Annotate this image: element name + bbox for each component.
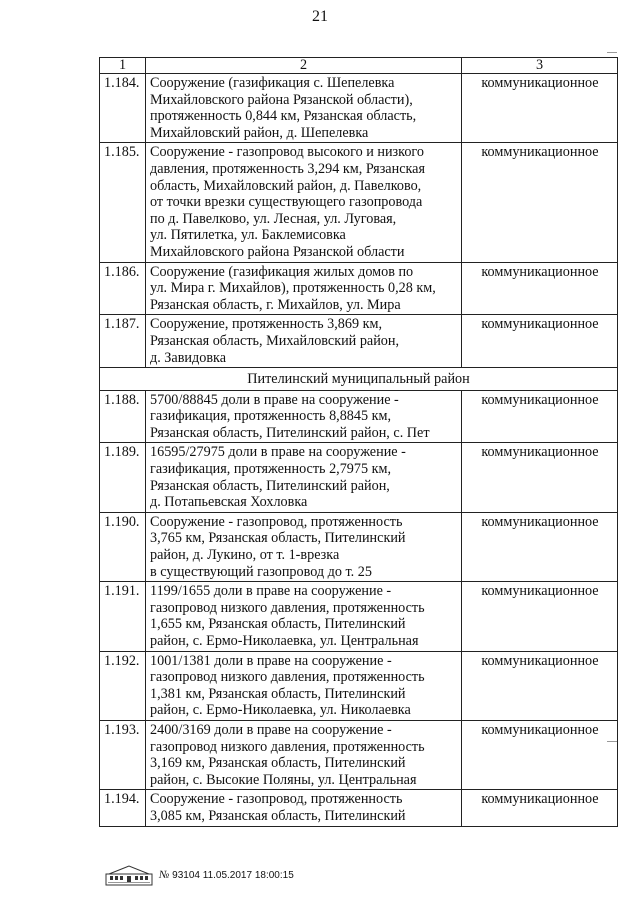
row-kind: коммуникационное	[462, 512, 618, 581]
document-timestamp: 11.05.2017 18:00:15	[202, 870, 294, 881]
margin-tick	[607, 52, 617, 53]
description-line: газификация, протяженность 2,7975 км,	[150, 461, 392, 478]
table-header-row	[100, 58, 618, 74]
row-kind: коммуникационное	[462, 315, 618, 368]
table-row	[100, 790, 618, 826]
row-kind: коммуникационное	[462, 582, 618, 651]
column-header-kind: 3	[462, 58, 618, 74]
description-line: д. Завидовка	[150, 349, 226, 366]
description-line: 1,381 км, Рязанская область, Пителинский	[150, 685, 406, 702]
description-line: 5700/88845 доли в праве на сооружение -	[150, 391, 399, 408]
table-row	[100, 390, 618, 443]
row-kind: коммуникационное	[462, 143, 618, 262]
table-row	[100, 315, 618, 368]
description-line: по д. Павелково, ул. Лесная, ул. Луговая,	[150, 210, 397, 227]
building-stamp-icon	[105, 864, 153, 886]
row-description	[146, 315, 462, 368]
description-line: ул. Пятилетка, ул. Баклемисовка	[150, 227, 346, 244]
table-row	[100, 720, 618, 789]
page-number: 21	[312, 8, 328, 25]
table-row	[100, 651, 618, 720]
column-header-number: 1	[100, 58, 146, 74]
description-line: Михайловского района Рязанской области	[150, 243, 405, 260]
column-header-description: 2	[146, 58, 462, 74]
table-row	[100, 443, 618, 512]
description-line: Михайловский район, д. Шепелевка	[150, 124, 369, 141]
table-row	[100, 582, 618, 651]
description-line: 1199/1655 доли в праве на сооружение -	[150, 583, 392, 600]
row-number: 1.184.	[100, 74, 146, 143]
row-description	[146, 143, 462, 262]
row-number: 1.186.	[100, 262, 146, 315]
description-line: 3,085 км, Рязанская область, Пителинский	[150, 807, 406, 824]
description-line: Сооружение - газопровод, протяженность	[150, 513, 403, 530]
document-footer	[105, 864, 294, 886]
description-line: район, с. Ермо-Николаевка, ул. Николаевка	[150, 702, 411, 719]
description-line: Сооружение - газопровод высокого и низкого	[150, 144, 424, 161]
row-number: 1.191.	[100, 582, 146, 651]
row-kind: коммуникационное	[462, 262, 618, 315]
table-row	[100, 74, 618, 143]
description-line: от точки врезки существующего газопровода	[150, 194, 423, 211]
description-line: область, Михайловский район, д. Павелково,	[150, 177, 422, 194]
description-line: д. Потапьевская Хохловка	[150, 494, 308, 511]
description-line: газификация, протяженность 8,8845 км,	[150, 408, 392, 425]
document-registration	[159, 869, 294, 881]
row-description	[146, 720, 462, 789]
table-row	[100, 512, 618, 581]
row-number: 1.185.	[100, 143, 146, 262]
registry-table-body	[100, 58, 618, 827]
row-number: 1.192.	[100, 651, 146, 720]
row-number: 1.189.	[100, 443, 146, 512]
row-kind: коммуникационное	[462, 443, 618, 512]
description-line: в существующий газопровод до т. 25	[150, 563, 372, 580]
description-line: Сооружение - газопровод, протяженность	[150, 791, 403, 808]
row-description	[146, 790, 462, 826]
row-description	[146, 74, 462, 143]
row-kind: коммуникационное	[462, 651, 618, 720]
description-line: 3,765 км, Рязанская область, Пителинский	[150, 530, 406, 547]
description-line: газопровод низкого давления, протяженность	[150, 738, 425, 755]
description-line: протяженность 0,844 км, Рязанская область,	[150, 108, 417, 125]
number-sign: №	[159, 869, 170, 881]
row-description	[146, 262, 462, 315]
row-number: 1.187.	[100, 315, 146, 368]
row-number: 1.193.	[100, 720, 146, 789]
description-line: 16595/27975 доли в праве на сооружение -	[150, 444, 406, 461]
description-line: газопровод низкого давления, протяженность	[150, 599, 425, 616]
registry-table	[99, 57, 618, 827]
description-line: Сооружение, протяженность 3,869 км,	[150, 316, 383, 333]
row-description	[146, 582, 462, 651]
section-row	[100, 368, 618, 391]
section-title: Пителинский муниципальный район	[100, 368, 618, 391]
description-line: 2400/3169 доли в праве на сооружение -	[150, 721, 392, 738]
description-line: Рязанская область, Михайловский район,	[150, 332, 400, 349]
description-line: район, д. Лукино, от т. 1-врезка	[150, 547, 340, 564]
row-kind: коммуникационное	[462, 720, 618, 789]
description-line: 1001/1381 доли в праве на сооружение -	[150, 652, 392, 669]
row-kind: коммуникационное	[462, 390, 618, 443]
description-line: Михайловского района Рязанской области),	[150, 91, 413, 108]
row-number: 1.188.	[100, 390, 146, 443]
row-description	[146, 512, 462, 581]
description-line: ул. Мира г. Михайлов), протяженность 0,28 км,	[150, 280, 436, 297]
document-number: 93104	[172, 870, 200, 881]
description-line: давления, протяженность 3,294 км, Рязанская	[150, 160, 425, 177]
row-description	[146, 443, 462, 512]
row-number: 1.194.	[100, 790, 146, 826]
description-line: 1,655 км, Рязанская область, Пителинский	[150, 616, 406, 633]
description-line: Рязанская область, Пителинский район, с. Пет	[150, 424, 430, 441]
row-description	[146, 390, 462, 443]
description-line: 3,169 км, Рязанская область, Пителинский	[150, 755, 406, 772]
table-row	[100, 262, 618, 315]
description-line: Сооружение (газификация жилых домов по	[150, 263, 414, 280]
description-line: газопровод низкого давления, протяженность	[150, 669, 425, 686]
row-kind: коммуникационное	[462, 74, 618, 143]
row-number: 1.190.	[100, 512, 146, 581]
description-line: Рязанская область, г. Михайлов, ул. Мира	[150, 296, 401, 313]
row-kind: коммуникационное	[462, 790, 618, 826]
description-line: Сооружение (газификация с. Шепелевка	[150, 75, 395, 91]
description-line: Рязанская область, Пителинский район,	[150, 477, 390, 494]
description-line: район, с. Высокие Поляны, ул. Центральная	[150, 771, 417, 788]
table-row	[100, 143, 618, 262]
row-description	[146, 651, 462, 720]
description-line: район, с. Ермо-Николаевка, ул. Центральная	[150, 633, 419, 649]
